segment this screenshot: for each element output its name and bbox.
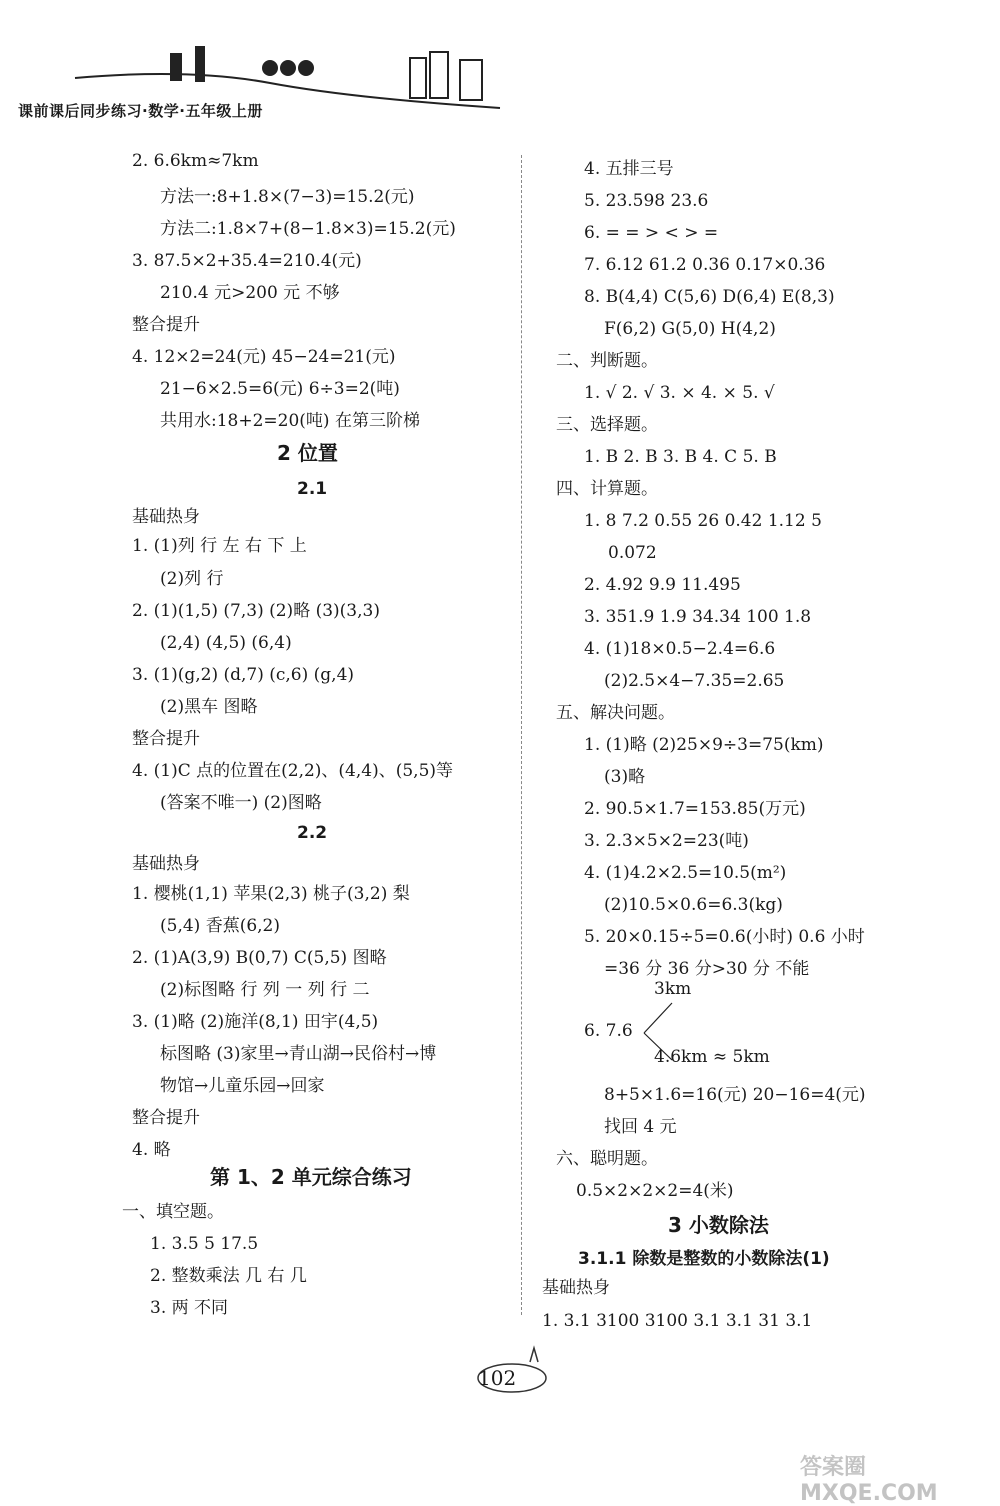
rightcol-line: 4. (1)4.2×2.5=10.5(m²)	[584, 863, 787, 883]
leftcol-line: 一、填空题。	[122, 1202, 224, 1222]
section-heading: 2 位置	[277, 441, 338, 465]
header-title: 课前课后同步练习·数学·五年级上册	[18, 102, 263, 120]
leftcol-line: 1. 3.5 5 17.5	[150, 1234, 259, 1254]
leftcol-line: (答案不唯一) (2)图略	[160, 793, 322, 813]
leftcol-line: (2,4) (4,5) (6,4)	[160, 633, 292, 653]
leftcol-line: 整合提升	[132, 729, 200, 749]
town-skyline-icon	[70, 38, 510, 138]
leftcol-line: 2. 整数乘法 几 右 几	[150, 1266, 307, 1286]
leftcol-line: 方法一:8+1.8×(7−3)=15.2(元)	[160, 187, 415, 207]
rightcol-line: 1. √ 2. √ 3. × 4. × 5. √	[584, 383, 775, 403]
leftcol-line: (5,4) 香蕉(6,2)	[160, 916, 281, 936]
page-number: 102	[478, 1366, 517, 1390]
tree-prefix: 6. 7.6	[584, 1021, 633, 1041]
section-heading: 2.1	[297, 479, 328, 499]
tree-bottom: 4.6km ≈ 5km	[654, 1047, 770, 1067]
leftcol-line: 1. (1)列 行 左 右 下 上	[132, 536, 307, 556]
leftcol-line: 2. 6.6km≈7km	[132, 151, 259, 171]
rightcol-line: (3)略	[604, 767, 646, 787]
rightcol-line: 7. 6.12 61.2 0.36 0.17×0.36	[584, 255, 826, 275]
rightcol-line: 5. 20×0.15÷5=0.6(小时) 0.6 小时	[584, 927, 865, 947]
leftcol-line: 1. 樱桃(1,1) 苹果(2,3) 桃子(3,2) 梨	[132, 884, 410, 904]
leftcol-line: 物馆→儿童乐园→回家	[160, 1076, 325, 1096]
rightcol-line: 1. B 2. B 3. B 4. C 5. B	[584, 447, 777, 467]
leftcol-line: 2. (1)A(3,9) B(0,7) C(5,5) 图略	[132, 948, 387, 968]
section-heading: 3.1.1 除数是整数的小数除法(1)	[578, 1249, 830, 1269]
rightcol-line: =36 分 36 分>30 分 不能	[604, 959, 810, 979]
rightcol-line: 0.072	[608, 543, 657, 563]
column-divider	[521, 155, 522, 1315]
leftcol-line: 2. (1)(1,5) (7,3) (2)略 (3)(3,3)	[132, 601, 380, 621]
leftcol-line: (2)黑车 图略	[160, 697, 258, 717]
section-heading: 2.2	[297, 823, 328, 843]
rightcol-line: 4. 五排三号	[584, 159, 674, 179]
section-heading: 基础热身	[132, 507, 200, 527]
rightcol-line: 3. 351.9 1.9 34.34 100 1.8	[584, 607, 812, 627]
rightcol-line: 0.5×2×2×2=4(米)	[576, 1181, 734, 1201]
leftcol-line: (2)列 行	[160, 569, 224, 589]
leftcol-line: 21−6×2.5=6(元) 6÷3=2(吨)	[160, 379, 400, 399]
rightcol-line: 2. 4.92 9.9 11.495	[584, 575, 741, 595]
leftcol-line: 3. (1)略 (2)施洋(8,1) 田宇(4,5)	[132, 1012, 379, 1032]
rightcol-line: 六、聪明题。	[556, 1149, 658, 1169]
rightcol-line: 6. = = > < > =	[584, 223, 719, 243]
rightcol-line: 3. 2.3×5×2=23(吨)	[584, 831, 749, 851]
rightcol-line: (2)2.5×4−7.35=2.65	[604, 671, 785, 691]
rightcol-line: 8+5×1.6=16(元) 20−16=4(元)	[604, 1085, 866, 1105]
rightcol-line: F(6,2) G(5,0) H(4,2)	[604, 319, 776, 339]
rightcol-line: 4. (1)18×0.5−2.4=6.6	[584, 639, 776, 659]
watermark	[800, 1395, 990, 1506]
rightcol-line: 1. 3.1 3100 3100 3.1 3.1 31 3.1	[542, 1311, 813, 1331]
leftcol-line: 3. 两 不同	[150, 1298, 229, 1318]
tree-top: 3km	[654, 979, 692, 999]
leftcol-line: 方法二:1.8×7+(8−1.8×3)=15.2(元)	[160, 219, 456, 239]
leftcol-line: 3. 87.5×2+35.4=210.4(元)	[132, 251, 362, 271]
leftcol-line: 4. 略	[132, 1140, 171, 1160]
rightcol-line: 2. 90.5×1.7=153.85(万元)	[584, 799, 806, 819]
rightcol-line: 四、计算题。	[556, 479, 658, 499]
leftcol-line: 210.4 元>200 元 不够	[160, 283, 340, 303]
leftcol-line: 3. (1)(g,2) (d,7) (c,6) (g,4)	[132, 665, 355, 685]
leftcol-line: 4. 12×2=24(元) 45−24=21(元)	[132, 347, 396, 367]
rightcol-line: 找回 4 元	[604, 1117, 677, 1137]
section-heading: 基础热身	[132, 854, 200, 874]
rightcol-line: 1. (1)略 (2)25×9÷3=75(km)	[584, 735, 824, 755]
leftcol-line: 整合提升	[132, 315, 200, 335]
rightcol-line: 1. 8 7.2 0.55 26 0.42 1.12 5	[584, 511, 822, 531]
watermark-text: 答案圈 MXQE.COM	[800, 1455, 938, 1506]
rightcol-line: 基础热身	[542, 1278, 610, 1298]
rightcol-line: 三、选择题。	[556, 415, 658, 435]
leftcol-line: (2)标图略 行 列 一 列 行 二	[160, 980, 370, 1000]
leftcol-line: 标图略 (3)家里→青山湖→民俗村→博	[160, 1044, 437, 1064]
section-heading: 第 1、2 单元综合练习	[210, 1165, 412, 1189]
rightcol-line: 五、解决问题。	[556, 703, 675, 723]
leftcol-line: 共用水:18+2=20(吨) 在第三阶梯	[160, 411, 420, 431]
leftcol-line: 4. (1)C 点的位置在(2,2)、(4,4)、(5,5)等	[132, 761, 454, 781]
section-heading: 3 小数除法	[668, 1213, 769, 1237]
rightcol-line: (2)10.5×0.6=6.3(kg)	[604, 895, 783, 915]
leftcol-line: 整合提升	[132, 1108, 200, 1128]
rightcol-line: 5. 23.598 23.6	[584, 191, 709, 211]
rightcol-line: 二、判断题。	[556, 351, 658, 371]
rightcol-line: 8. B(4,4) C(5,6) D(6,4) E(8,3)	[584, 287, 835, 307]
